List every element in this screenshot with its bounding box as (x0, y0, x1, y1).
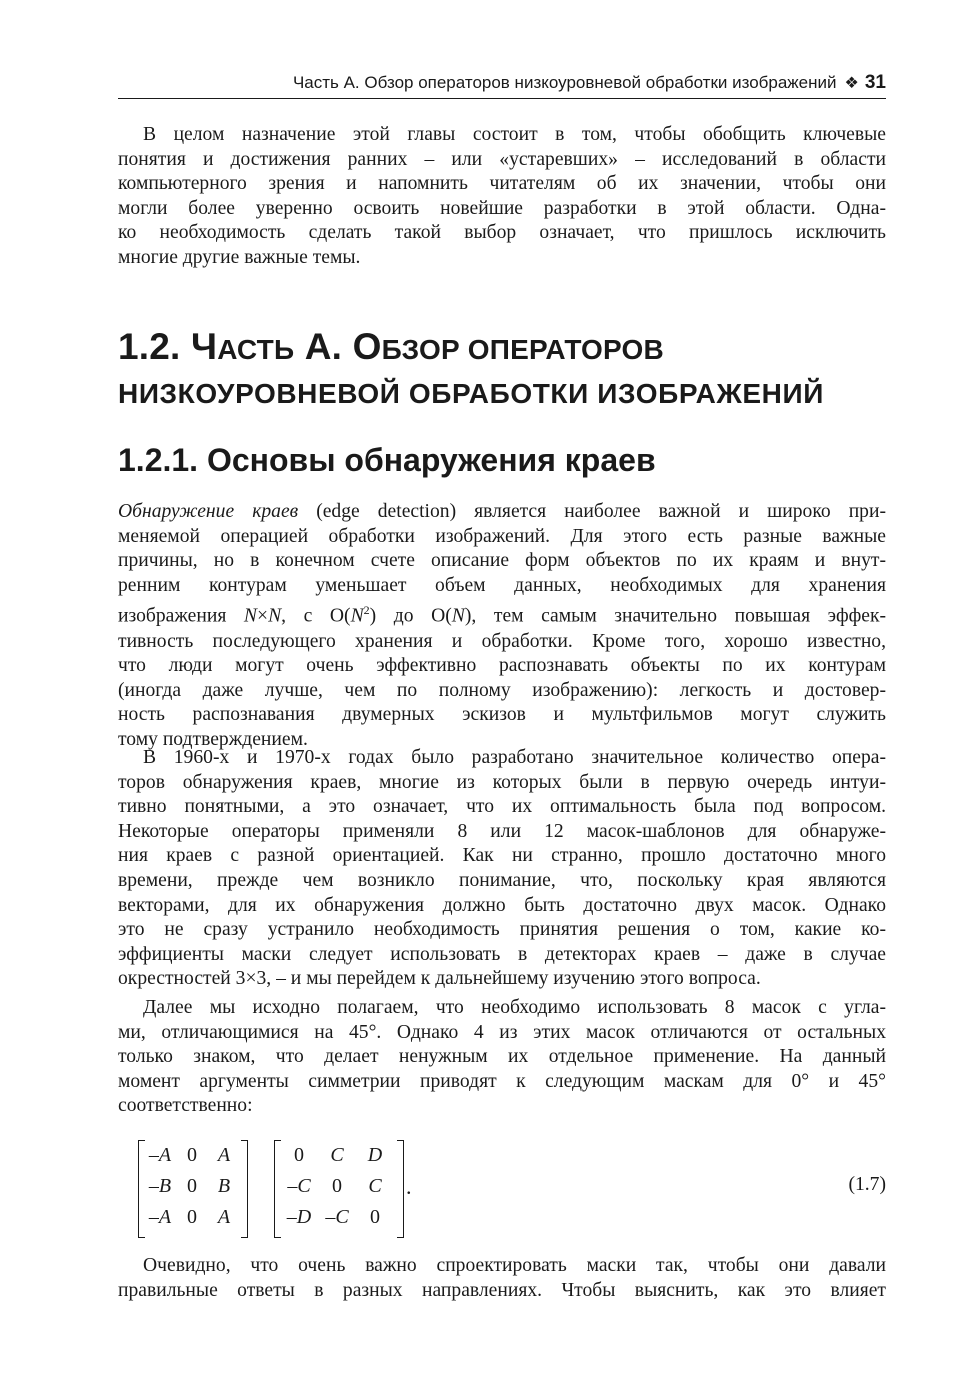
matrix-cell: A (217, 1206, 231, 1228)
text-line: ность распознавания двумерных эскизов и мультфильмов могут служить (118, 704, 886, 726)
paragraph-edge-detection (118, 500, 886, 752)
matrix-cell: –A (148, 1144, 172, 1166)
text-line: эффициенты маски следует использовать в детекторах краев – даже в случае (118, 943, 886, 965)
text-line: могли более уверенно освоить новейшие разработки в этой области. Одна- (118, 197, 886, 219)
running-header (118, 68, 886, 98)
matrix-cell: –B (148, 1175, 172, 1197)
text-line: причины, но в конечном счете описание форм объектов по их краям и внут- (118, 550, 886, 572)
matrix-cell: C (368, 1175, 382, 1197)
text-line: ми, отличающимися на 45°. Однако 4 из этих масок отличаются от остальных (118, 1021, 886, 1043)
section-heading-line-2: НИЗКОУРОВНЕВОЙ ОБРАБОТКИ ИЗОБРАЖЕНИЙ (118, 378, 824, 409)
matrix-cell: 0 (187, 1206, 197, 1228)
matrix-cell: –D (286, 1206, 312, 1228)
matrix-cell: –C (325, 1206, 349, 1228)
bracket-right (241, 1140, 248, 1238)
text-line: тому подтверждением. (118, 728, 308, 750)
running-title: Часть А. Обзор операторов низкоуровневой обработки изображений (292, 73, 837, 92)
bracket-right (397, 1140, 404, 1238)
equation-1-7 (118, 1136, 886, 1240)
text-line: Некоторые операторы применяли 8 или 12 масок-шаблонов для обнаруже- (118, 820, 886, 842)
text-line: меняемой операцией обработки изображений. Для этого есть разные важные (118, 525, 886, 547)
matrix-cell: 0 (294, 1144, 304, 1166)
paragraph-history (118, 746, 886, 992)
text-line: (иногда даже лучше, чем по полному изображению): легкость и достовер- (118, 679, 886, 701)
text-line: это не сразу устранило необходимость принятия решения о том, какие ко- (118, 919, 886, 941)
text-line: момент аргументы симметрии приводят к следующим маскам для 0° и 45° (118, 1070, 886, 1092)
subsection-heading: 1.2.1. Основы обнаружения краев (118, 442, 656, 478)
text-line: ренним контурам уменьшает объем данных, необходимых для хранения (118, 574, 886, 596)
text-line: изображения N×N, с $O(N^2)$ до O(N), тем самым значительно повышая эффек- (118, 603, 886, 627)
text-line: времени, прежде чем возникло понимание, что, поскольку края являются (118, 869, 886, 891)
matrix-cell: A (217, 1144, 231, 1166)
text-line: В целом назначение этой главы состоит в том, чтобы обобщить ключевые (143, 124, 886, 145)
matrix-cell: 0 (187, 1175, 197, 1197)
text-line: Далее мы исходно полагаем, что необходимо использовать 8 масок с угла- (143, 997, 886, 1018)
page-number: 31 (864, 72, 886, 93)
text-line: окрестностей 3×3, – и мы перейдем к дальнейшему изучению этого вопроса. (118, 968, 761, 990)
text-line: понятия и достижения ранних – или «устаревших» – исследований в области (118, 148, 886, 170)
text-line: Очевидно, что очень важно спроектировать маски так, чтобы они давали (143, 1255, 886, 1276)
text-line: ния краев с разной ориентацией. Как ни странно, прошло достаточно много (118, 845, 886, 867)
text-line: тивность последующего хранения и обработки. Кроме того, хорошо известно, (118, 630, 886, 652)
paragraph-conclusion (118, 1254, 886, 1303)
paragraph-masks (118, 996, 886, 1119)
text-line: что люди могут очень эффективно распознавать объекты по их контурам (118, 655, 886, 677)
text-line: векторами, для их обнаружения должно быть достаточно двух масок. Однако (118, 894, 886, 916)
matrix-cell: 0 (332, 1175, 342, 1197)
text-line: компьютерного зрения и напомнить читателям об их значении, чтобы они (118, 173, 886, 195)
equation-period: . (406, 1174, 412, 1199)
text-line: В 1960-х и 1970-х годах было разработано значительное количество опера- (143, 747, 886, 768)
text-line: только знаком, что делает ненужным их отдельное применение. На данный (118, 1046, 886, 1068)
fleuron-icon: ❖ (844, 75, 859, 92)
section-heading-line-1: 1.2. ЧАСТЬ А. ОБЗОР ОПЕРАТОРОВ (118, 326, 664, 367)
text-line: правильные ответы в разных направлениях. Чтобы выяснить, как это влияет (118, 1279, 886, 1301)
text-line: соответственно: (118, 1095, 253, 1117)
matrix-45-degrees (274, 1140, 404, 1236)
matrix-cell: 0 (370, 1206, 380, 1228)
text-line: Обнаружение краев (edge detection) является наиболее важной и широко при- (118, 501, 886, 522)
intro-paragraph (118, 123, 886, 271)
matrix-cell: D (367, 1144, 383, 1166)
matrix-cell: B (217, 1175, 231, 1197)
matrix-0-degrees (138, 1140, 248, 1236)
header-rule (118, 98, 886, 99)
text-line: торов обнаружения краев, многие из которых были в первую очередь интуи- (118, 771, 886, 793)
text-line: многие другие важные темы. (118, 246, 361, 268)
equation-number: (1.7) (848, 1174, 886, 1195)
matrix-cell: C (330, 1144, 344, 1166)
matrix-cell: –A (148, 1206, 172, 1228)
text-line: ко необходимость сделать такой выбор означает, что пришлось исключить (118, 222, 886, 244)
matrix-cell: 0 (187, 1144, 197, 1166)
matrix-cell: –C (287, 1175, 311, 1197)
text-line: тивно понятными, а это означает, что их оптимальность была под вопросом. (118, 796, 886, 818)
term-emphasis: Обнаружение краев (118, 501, 299, 522)
